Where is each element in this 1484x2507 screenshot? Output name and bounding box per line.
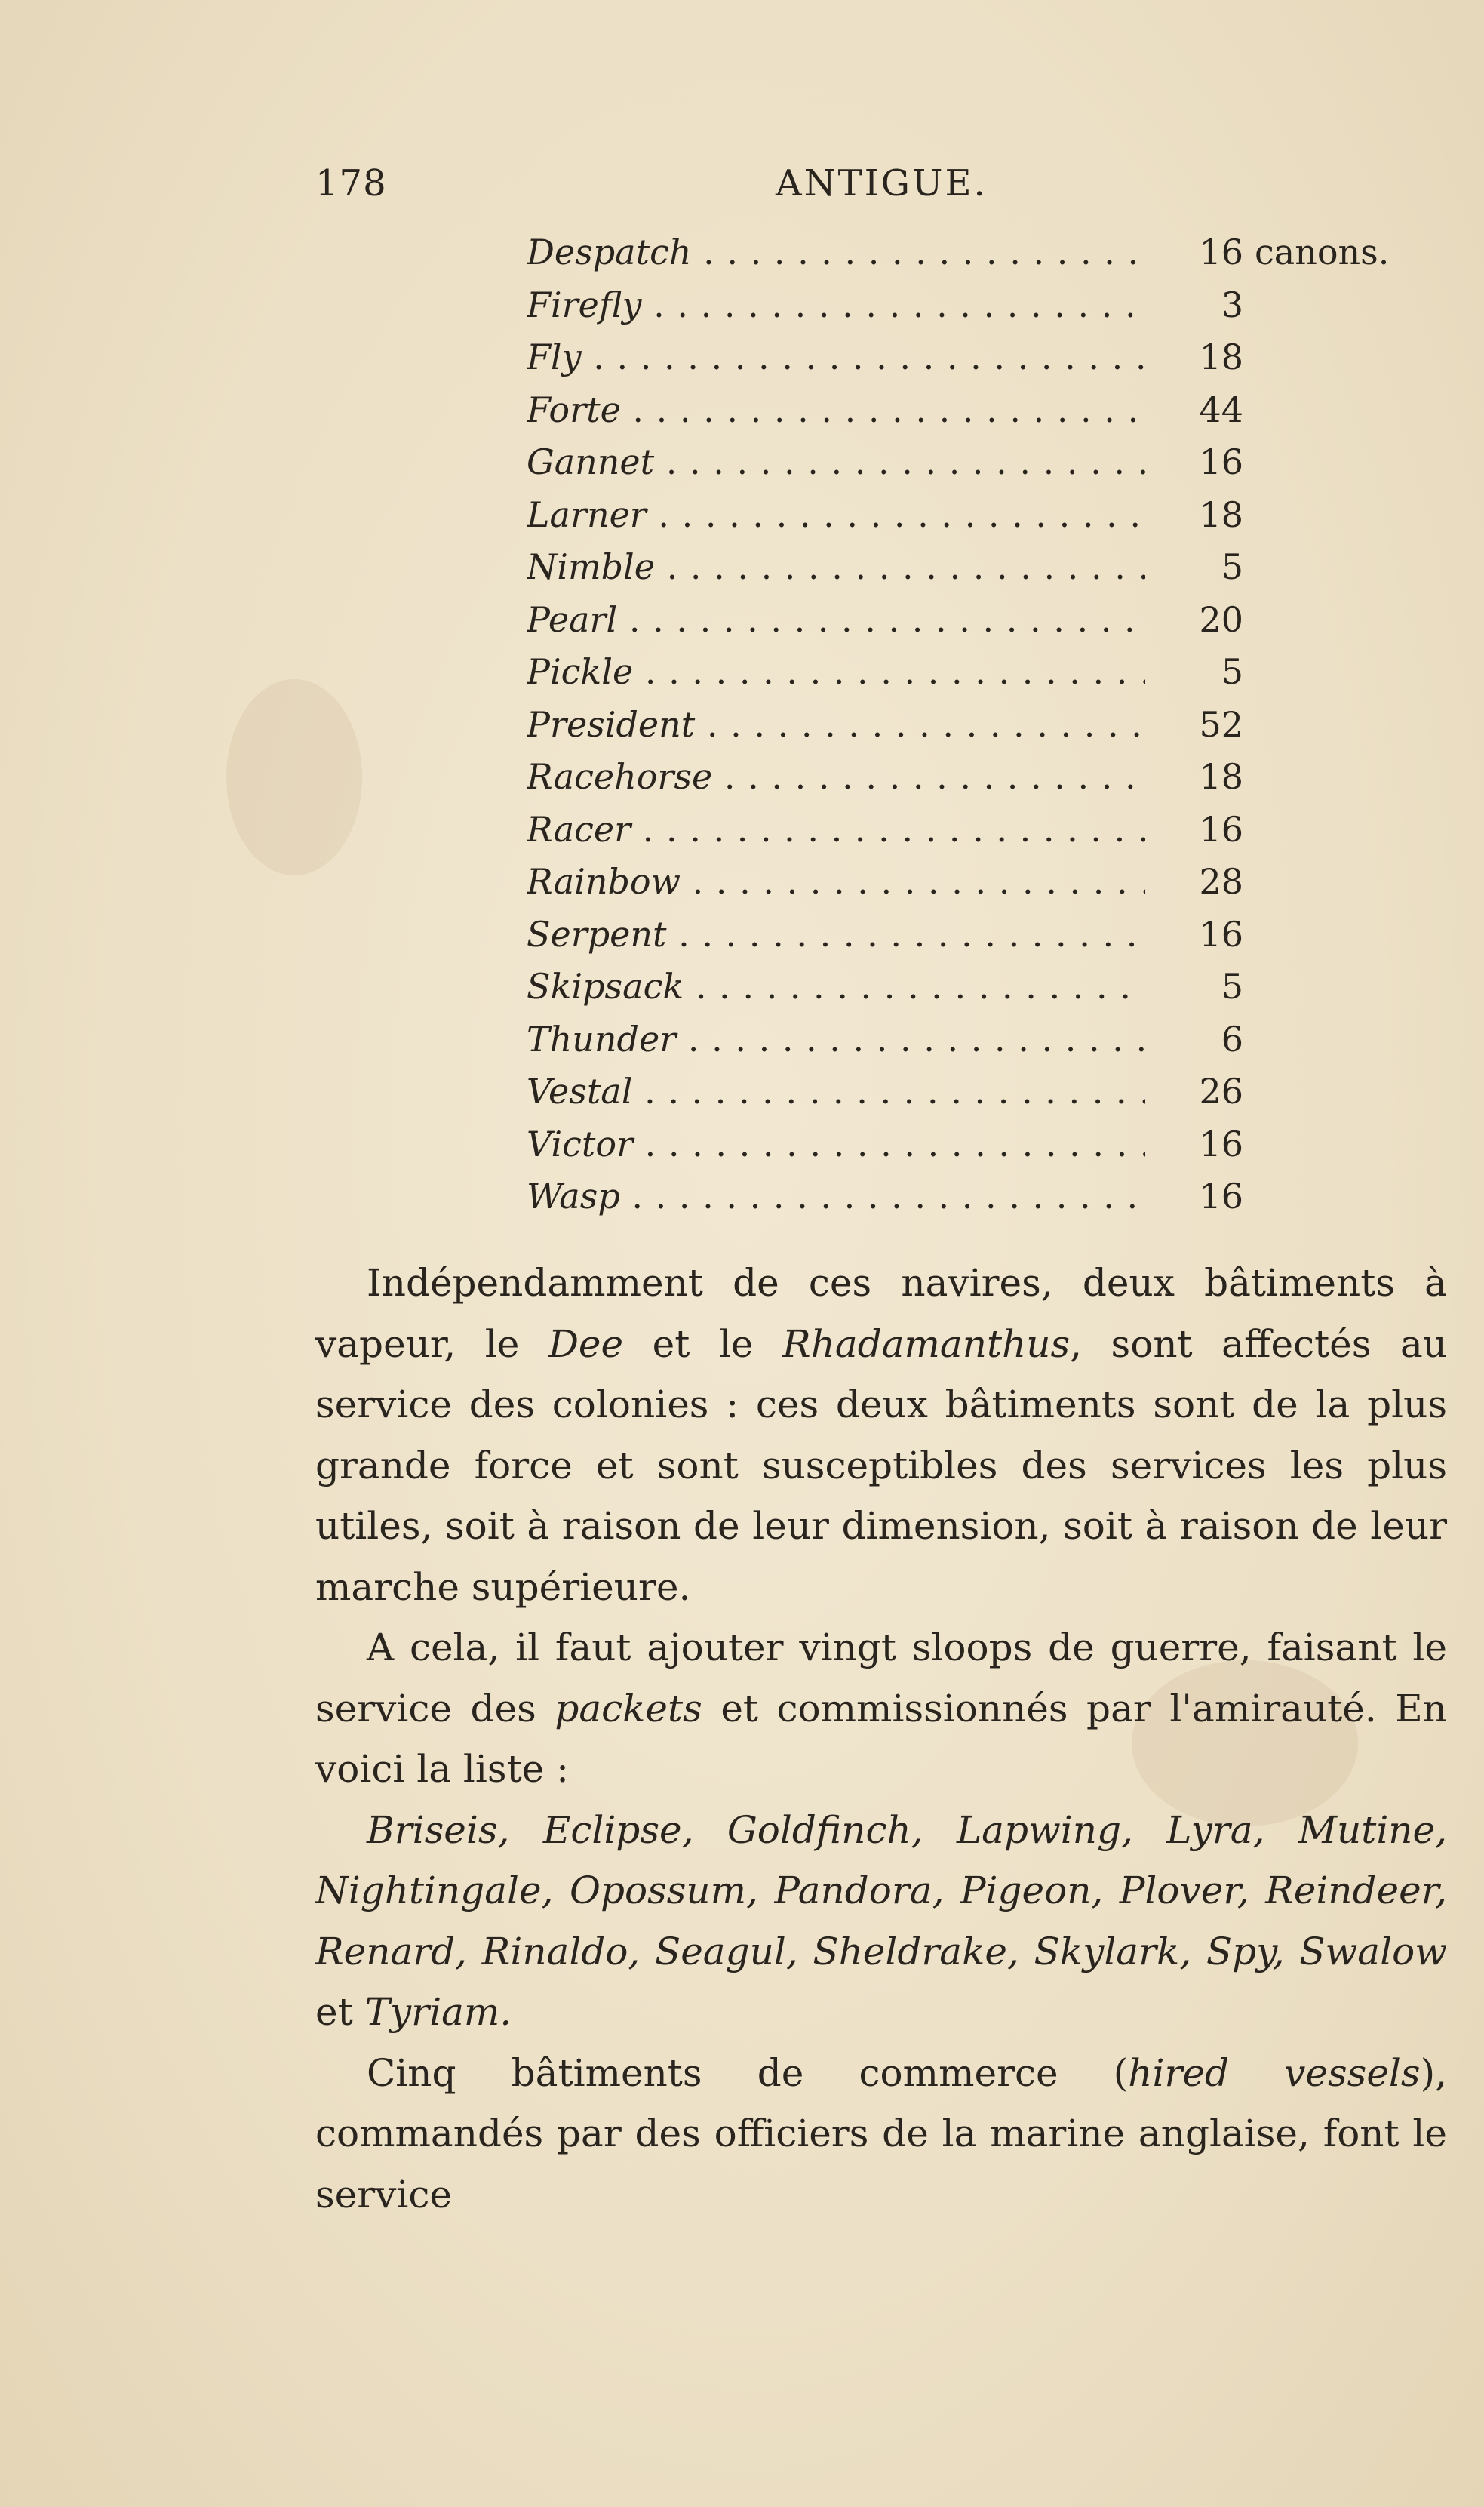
ship-name: Larner . . . — [527, 489, 1145, 542]
ship-row — [527, 331, 1387, 384]
ship-row — [527, 804, 1387, 857]
sloop-list-paragraph — [315, 1800, 1447, 2043]
ship-row — [527, 226, 1390, 279]
paragraph — [315, 2043, 1447, 2226]
ship-gun-count: 16 — [1199, 441, 1243, 482]
ship-row — [527, 1066, 1387, 1118]
text-span: Indépendamment de ces navires, deux bâtiments à vapeur, le — [315, 1261, 1447, 1366]
ship-row — [527, 541, 1387, 594]
ship-name: Victor . . . — [527, 1118, 1145, 1171]
ship-gun-count: 16 — [1199, 232, 1243, 272]
ship-gun-count: 52 — [1199, 703, 1243, 745]
page-number: 178 — [315, 162, 387, 205]
ship-row — [527, 436, 1387, 489]
ship-gun-count: 6 — [1221, 1018, 1243, 1060]
ship-gun-count: 5 — [1221, 546, 1243, 587]
ship-gun-count: 5 — [1221, 651, 1243, 692]
ship-gun-count: 16 — [1199, 913, 1243, 955]
paragraph — [315, 1253, 1447, 1617]
ship-gun-count: 3 — [1221, 284, 1243, 325]
sloop-name-last: Tyriam. — [364, 1990, 512, 2034]
ship-row — [527, 646, 1387, 699]
ship-name: Gannet . . . — [527, 436, 1145, 489]
ship-row — [527, 961, 1387, 1014]
running-head — [315, 162, 1379, 215]
ship-row — [527, 699, 1387, 752]
gun-unit-label: canons. — [1255, 232, 1390, 272]
sloop-names: Briseis, Eclipse, Goldfinch, Lapwing, Lyra, Mutine, Nightingale, Opossum, Pandora, Pigeon, Plover, Reindeer, Renard, Rinaldo, Seagul, Sheldrake, Skylark, Spy, Swalow — [315, 1807, 1447, 1973]
ship-name: Wasp . . . — [527, 1170, 1145, 1223]
text-span: , sont affectés au service des colonies : ces deux bâtiments sont de la plus grande force et sont susceptibles des services les plus utiles, soit à raison de leur dimension, soit à raison de leur marche supérieure. — [315, 1321, 1447, 1609]
ship-gun-count: 16 — [1199, 808, 1243, 850]
ship-row — [527, 384, 1387, 437]
text-span: et le — [623, 1321, 783, 1366]
ship-gun-count: 18 — [1199, 494, 1243, 535]
ship-row — [527, 594, 1387, 647]
ship-row — [527, 279, 1387, 332]
ship-gun-count: 28 — [1199, 861, 1243, 902]
ship-gun-count: 26 — [1199, 1071, 1243, 1112]
ship-name: Pickle . . . — [527, 646, 1145, 699]
ship-name: Pearl . . . — [527, 594, 1145, 647]
ship-name: Fly . . . — [527, 331, 1145, 384]
ship-row — [527, 751, 1387, 804]
text-span: et commissionnés par l'amirauté. En voici la liste : — [315, 1686, 1447, 1791]
ship-name: Despatch . . . — [527, 226, 1145, 279]
ship-name: President . . . — [527, 699, 1145, 752]
ship-name-dee: Dee — [548, 1321, 624, 1366]
ship-name: Skipsack . . . — [527, 961, 1145, 1014]
ship-gun-count: 18 — [1199, 337, 1243, 377]
ship-gun-count: 18 — [1199, 756, 1243, 797]
body-text — [315, 1253, 1447, 2225]
ship-row — [527, 1014, 1387, 1066]
ship-gun-count: 20 — [1199, 598, 1243, 640]
paper-stain — [226, 679, 362, 875]
ship-name-rhadamanthus: Rhadamanthus — [782, 1321, 1071, 1366]
ship-name: Firefly . . . — [527, 279, 1145, 332]
ship-name: Nimble . . . — [527, 541, 1145, 594]
running-title: ANTIGUE. — [776, 162, 988, 205]
ship-gun-count: 44 — [1199, 389, 1243, 430]
ship-row — [527, 489, 1387, 542]
ship-row — [527, 1170, 1387, 1223]
ship-row — [527, 1118, 1387, 1171]
ship-gun-count: 16 — [1199, 1176, 1243, 1217]
text-span: ), commandés par des officiers de la marine anglaise, font le service — [315, 2050, 1447, 2216]
italic-term-hired-vessels: hired vessels — [1128, 2050, 1421, 2095]
paragraph — [315, 1617, 1447, 1800]
ship-name: Thunder . . . — [527, 1014, 1145, 1066]
ship-gun-count: 5 — [1221, 966, 1243, 1007]
ship-row — [527, 909, 1387, 961]
text-span: Cinq bâtiments de commerce ( — [367, 2050, 1129, 2095]
ship-name: Racer . . . — [527, 804, 1145, 857]
ship-name: Serpent . . . — [527, 909, 1145, 961]
ship-name: Vestal . . . — [527, 1066, 1145, 1118]
text-span: A cela, il faut ajouter vingt sloops de guerre, faisant le service des — [315, 1626, 1447, 1730]
ship-list — [527, 226, 1390, 1223]
italic-term-packets: packets — [555, 1686, 702, 1730]
ship-row — [527, 856, 1387, 909]
ship-gun-count: 16 — [1199, 1123, 1243, 1164]
ship-name: Forte . . . — [527, 384, 1145, 437]
ship-name: Racehorse . . . — [527, 751, 1145, 804]
ship-name: Rainbow . . . — [527, 856, 1145, 909]
text-span: et — [315, 1990, 365, 2034]
